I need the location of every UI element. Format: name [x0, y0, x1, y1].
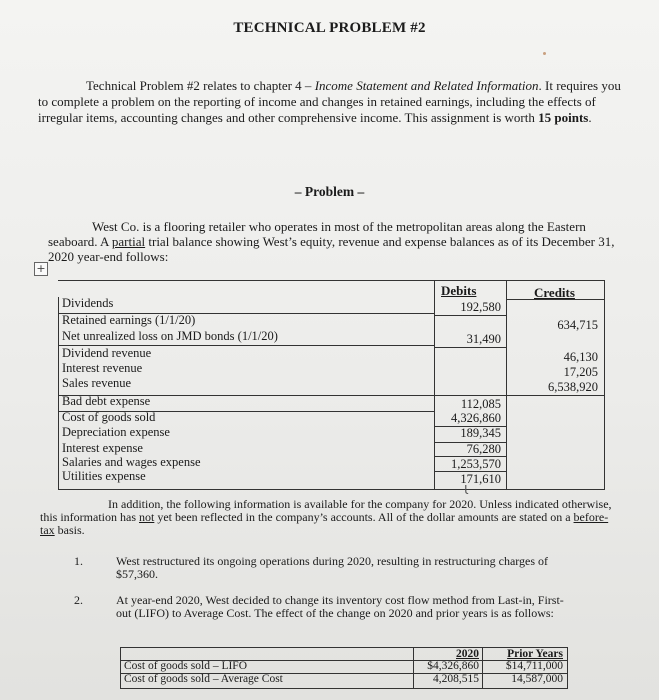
intro-text-3: .	[588, 110, 592, 125]
account-utilities: Utilities expense	[62, 469, 146, 483]
debit-cogs: 4,326,860	[451, 411, 501, 425]
credit-column-divider	[506, 281, 507, 489]
year-column-divider	[413, 648, 414, 688]
debit-unrealized-loss: 31,490	[466, 332, 501, 346]
account-interest-revenue: Interest revenue	[62, 361, 143, 375]
debit-bad-debt: 112,085	[460, 397, 501, 411]
not-word: not	[139, 510, 155, 524]
lifo-prior-value: $14,711,000	[505, 660, 563, 672]
trial-balance-table	[58, 280, 605, 490]
debit-row-divider	[434, 347, 506, 348]
credit-row-divider	[506, 395, 604, 396]
credits-header: Credits	[534, 285, 575, 300]
account-dividend-revenue: Dividend revenue	[62, 346, 152, 360]
account-dividends: Dividends	[62, 296, 114, 310]
prior-column-divider	[482, 648, 483, 688]
average-prior-value: 14,587,000	[511, 673, 563, 685]
lifo-2020-value: $4,326,860	[427, 660, 479, 672]
account-bad-debt: Bad debt expense	[62, 394, 151, 408]
addition-text-1: In addition, the following information is available for the company for 2020. Unless indicated otherwise, this information has	[40, 497, 612, 524]
item-number-2: 2.	[74, 593, 83, 607]
page-title: TECHNICAL PROBLEM #2	[233, 20, 426, 36]
average-2020-value: 4,208,515	[433, 673, 479, 685]
row-label-average: Cost of goods sold – Average Cost	[124, 673, 283, 685]
debit-interest-expense: 76,280	[466, 442, 501, 456]
prior-years-header: Prior Years	[507, 648, 563, 660]
intro-text-1: Technical Problem #2 relates to chapter 4 –	[86, 78, 315, 93]
partial-word: partial	[111, 234, 146, 249]
inventory-change-table	[120, 647, 568, 689]
credit-dividend-revenue: 46,130	[563, 350, 598, 364]
addition-text-2: yet been reflected in the company’s accounts. All of the dollar amounts are stated on a	[154, 510, 574, 524]
row-label-lifo: Cost of goods sold – LIFO	[124, 660, 247, 672]
item-number-1: 1.	[74, 554, 83, 568]
debit-row-divider	[434, 395, 506, 396]
debit-row-divider	[434, 315, 506, 316]
debits-header: Debits	[441, 283, 477, 298]
points-value: 15 points	[538, 110, 589, 125]
description-text-2: trial balance showing West’s equity, revenue and expense balances as of its December 31, 2020 year-end follows:	[48, 234, 615, 264]
debit-depreciation: 189,345	[460, 426, 501, 440]
chapter-title: Income Statement and Related Information	[314, 78, 539, 93]
account-salaries: Salaries and wages expense	[62, 455, 201, 469]
credit-interest-revenue: 17,205	[563, 365, 598, 379]
stray-dot	[543, 52, 546, 55]
intro-text-2: . It requires you to complete a problem on the reporting of income and changes in retained earnings, including the effects of irregular items, accounting changes and other comprehensive income. This assignment is worth	[38, 78, 621, 125]
debit-column-divider	[434, 281, 435, 489]
account-sales-revenue: Sales revenue	[62, 376, 132, 390]
debit-salaries: 1,253,570	[451, 457, 501, 471]
table-left-border	[58, 297, 59, 489]
account-unrealized-loss: Net unrealized loss on JMD bonds (1/1/20)	[62, 329, 278, 343]
addition-paragraph	[40, 498, 620, 537]
addition-text-3: basis.	[54, 523, 85, 537]
debit-utilities: 171,610	[460, 472, 501, 486]
debit-dividends: 192,580	[460, 300, 501, 314]
intro-paragraph	[38, 78, 630, 126]
plus-box-icon[interactable]: +	[34, 262, 48, 276]
account-cogs: Cost of goods sold	[62, 410, 156, 424]
credit-sales-revenue: 6,538,920	[548, 380, 598, 394]
problem-heading: – Problem –	[294, 184, 365, 199]
description-text-1: West Co. is a flooring retailer who operates in most of the metropolitan areas along the Eastern seaboard. A	[48, 219, 586, 249]
text-cursor-icon: Ɩ	[464, 483, 469, 497]
item-text-1: West restructured its ongoing operations during 2020, resulting in restructuring charges of $57,360.	[116, 554, 549, 581]
item-text-2: At year-end 2020, West decided to change its inventory cost flow method from Last-in, First-out (LIFO) to Average Cost. The effect of the change on 2020 and prior years is as follows:	[116, 593, 564, 620]
account-depreciation: Depreciation expense	[62, 425, 170, 439]
before-tax-word: before-tax	[40, 510, 609, 537]
credit-retained-earnings: 634,715	[557, 318, 598, 332]
description-paragraph	[48, 219, 628, 264]
year-2020-header: 2020	[456, 648, 479, 660]
account-interest-expense: Interest expense	[62, 441, 143, 455]
account-retained-earnings: Retained earnings (1/1/20)	[62, 313, 196, 327]
